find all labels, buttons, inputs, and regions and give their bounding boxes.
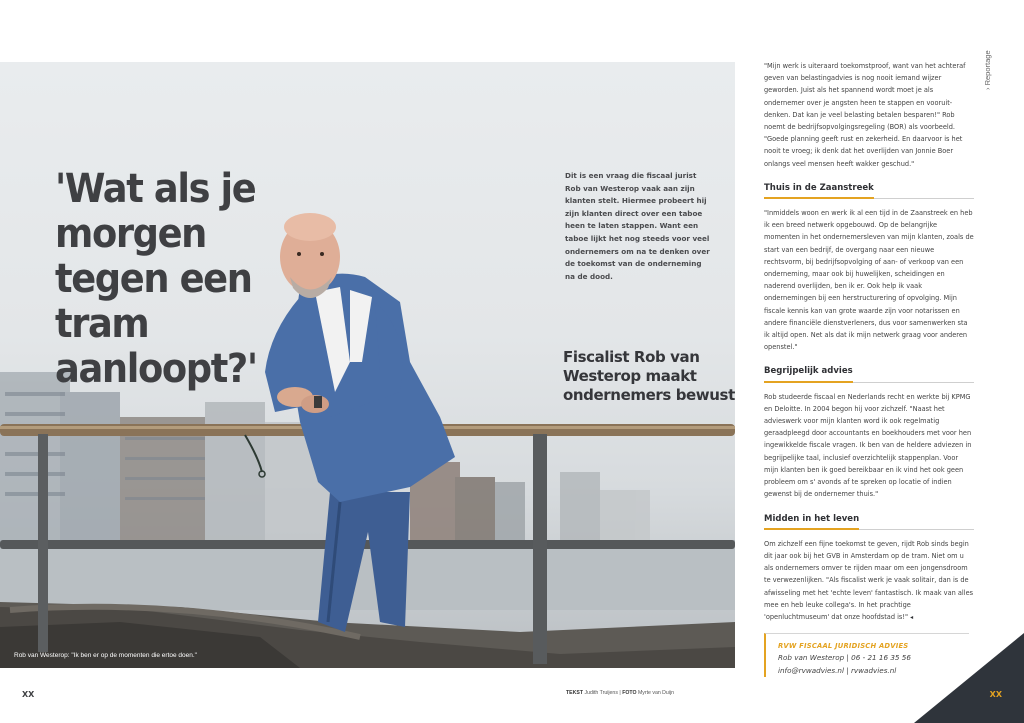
section-heading bbox=[764, 182, 974, 199]
subheadline: Fiscalist Rob van Westerop maakt ondernemers bewust bbox=[563, 348, 735, 404]
photo-credit-author: Myrte van Duijn bbox=[637, 690, 675, 696]
text-credit-author: Judith Truijens bbox=[584, 690, 618, 696]
article-paragraph: "Inmiddels woon en werk ik al een tijd in de Zaanstreek en heb ik een breed netwerk opgebouwd. Op de belangrijke momenten in het ondernemersleven van mijn klanten, zoals de start van een bedrijf, de overgang naar een nieuwe rechtsvorm, bij bedrijfsopvolging of aan- of verkoop van een onderneming, maar ook bij huwelijken, scheidingen en naderend overlijden, ben ik er. Ook help ik vaak ondernemingen bij een herstructurering of opvolging. Mijn fiscale kennis kan van grote waarde zijn voor notarissen en andere financiële dienstverleners, dus voor samenwerken sta ik altijd open. Net als dat ik mijn netwerk graag voor anderen openstel." bbox=[764, 209, 974, 352]
contact-phone-line: Rob van Westerop | 06 - 21 16 35 56 bbox=[778, 653, 911, 663]
chevron-right-icon: › bbox=[983, 87, 992, 90]
hero-photo bbox=[0, 62, 735, 668]
page-number-left: XX bbox=[22, 690, 35, 699]
article-body bbox=[764, 60, 974, 624]
credit-separator: | bbox=[619, 690, 621, 696]
company-name: RVW FISCAAL JURIDISCH ADVIES bbox=[778, 642, 909, 650]
end-mark-icon: ◂ bbox=[910, 613, 914, 621]
intro-text: Dit is een vraag die fiscaal jurist Rob van Westerop vaak aan zijn klanten stelt. Hiermee probeert hij zijn klanten direct over een taboe heen te laten stappen. Want een taboe lijkt het nog steeds voor veel ondernemers om na te denken over de toekomst van de onderneming na de dood. bbox=[565, 171, 710, 281]
corner-triangle-decoration bbox=[914, 633, 1024, 723]
article-paragraph: Rob studeerde fiscaal en Nederlands recht en werkte bij KPMG en Deloitte. In 2004 begon hij voor zichzelf. "Naast het advieswerk voor mijn klanten word ik ook regelmatig geraadpleegd door accountants en boekhouders met voor hen ingewikkelde fiscale vragen. Ik ben van de heldere adviezen in begrijpelijke taal, inclusief overzichtelijk stappenplan. Voor mijn klanten ben ik goed bereikbaar en ik vind het ook geen probleem om s' avonds af te spreken op locatie of indien gewenst bij de ondernemer thuis." bbox=[764, 392, 972, 499]
photo-caption: Rob van Westerop: "Ik ben er op de momenten die ertoe doen." bbox=[14, 652, 197, 659]
headline: 'Wat als je morgen tegen een tram aanloopt?' bbox=[55, 166, 257, 392]
text-credit-label: TEKST bbox=[566, 690, 584, 696]
article-paragraph: "Mijn werk is uiteraard toekomstproof, want van het achteraf geven van belastingadvies is nog nooit iemand wijzer geworden. Juist als het spannend wordt moet je als ondernemer over je angsten heen te stappen en vooruit-denken. Dat kan je veel belasting betalen besparen!" Rob noemt de bedrijfsopvolgingsregeling (BOR) als voorbeeld. "Goede planning geeft rust en zekerheid. En daarvoor is het nooit te vroeg; ik denk dat het overlijden van Jonnie Boer onlangs veel mensen heeft wakker geschud." bbox=[764, 62, 966, 168]
contact-web-line: info@rvwadvies.nl | rvwadvies.nl bbox=[778, 665, 897, 675]
article-paragraph-text: Om zichzelf een fijne toekomst te geven, rijdt Rob sinds begin dit jaar ook bij het GVB in Amsterdam op de tram. Niet om u als ondernemers omver te rijden maar om een jongensdroom te verwezenlijken. "Als fiscalist werk je vaak solitair, dan is de afwisseling met het 'echte leven' fantastisch. Ik maak van alles mee en heb leuke collega's. In het prachtige 'openluchtmuseum' dat onze hoofdstad is!" bbox=[764, 539, 974, 621]
section-heading bbox=[764, 365, 974, 382]
article-paragraph-last bbox=[764, 538, 974, 624]
section-heading-text: Begrijpelijk advies bbox=[764, 365, 853, 382]
section-label-text: Reportage bbox=[983, 50, 992, 86]
page-number-right: XX bbox=[989, 690, 1002, 699]
section-heading-text: Thuis in de Zaanstreek bbox=[764, 182, 874, 199]
photo-credit-label: FOTO bbox=[622, 690, 637, 696]
section-heading bbox=[764, 513, 974, 530]
section-label bbox=[983, 30, 997, 90]
credits bbox=[566, 690, 674, 696]
section-heading-text: Midden in het leven bbox=[764, 513, 859, 530]
